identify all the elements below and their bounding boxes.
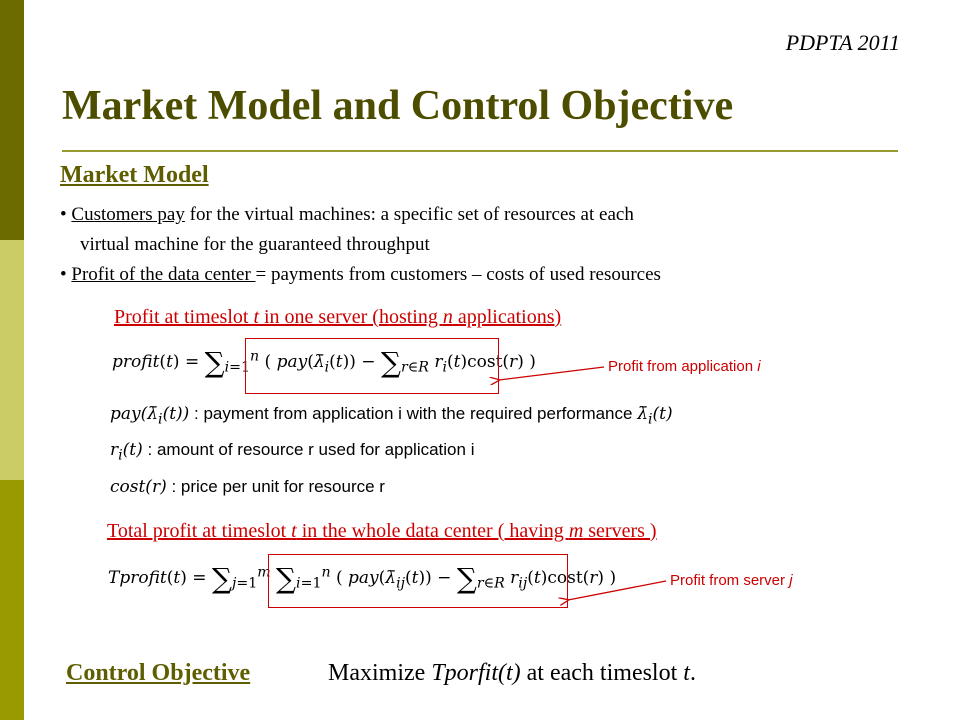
conference-label: PDPTA 2011: [785, 30, 900, 55]
definition-resource-amount: $r_i(t)$ : amount of resource r used for application i: [110, 440, 475, 464]
objective-part: Maximize: [328, 660, 432, 686]
definition-text: : amount of resource r used for application i: [147, 440, 475, 459]
objective-var-tprofit: Tporfit(t): [431, 660, 521, 686]
definition-pay: $pay(\lambdā_i(t))$ : payment from application i with the required performance $\lambdā_i(t)$: [110, 404, 673, 428]
arrow-to-server-profit: [568, 581, 666, 600]
caption-part: in one server (hosting: [259, 306, 443, 328]
caption-part: Total profit at timeslot: [107, 520, 292, 542]
definition-cost: cost(r) : price per unit for resource r: [110, 477, 385, 497]
bullet-customers-pay: • Customers pay for the virtual machines: a specific set of resources at each: [60, 204, 634, 225]
caption-part: applications): [452, 306, 562, 328]
caption-var-m: m: [568, 520, 584, 542]
bullet1-rest: for the virtual machines: a specific set of resources at each: [184, 204, 634, 225]
bullet2-underlined: Profit of the data center: [71, 264, 256, 285]
slide-title: Market Model and Control Objective: [62, 83, 734, 129]
objective-var-t: t: [683, 660, 690, 686]
caption-part: servers ): [583, 520, 657, 542]
bullet-profit-definition: • Profit of the data center = payments from customers – costs of used resources: [60, 264, 661, 285]
control-objective-text: [328, 660, 696, 687]
total-profit-equation: Tprofit(t) = $\sum_{j=1}^m$ $\sum_{i=1}^n$ ( $pay(\lambdā_{ij}(t)) - \sum_{r\in R}$ $r_{ij}(t)\cos t(r)$ ): [108, 562, 617, 595]
market-model-heading: Market Model: [60, 162, 209, 188]
bullet2-rest: = payments from customers – costs of used resources: [255, 264, 661, 285]
annotation-text: Profit from application: [608, 358, 758, 375]
control-objective-heading: Control Objective: [66, 660, 251, 686]
annotation-text: Profit from server: [670, 572, 790, 589]
annotation-var-i: i: [757, 358, 761, 375]
caption-var-n: n: [442, 306, 453, 328]
profit-equation: profit(t) = $\sum_{i=1}^n$ ( $pay(\lambdā_i(t)) - \sum_{r\in R}$ $r_i(t)\cos t(r)$ ): [112, 346, 536, 379]
objective-part: .: [689, 660, 696, 686]
annotation-var-j: j: [789, 572, 793, 589]
definition-text: : price per unit for resource r: [171, 477, 385, 496]
caption-part: Profit at timeslot: [114, 306, 254, 328]
caption-var-t: t: [291, 520, 297, 542]
bullet-customers-pay-continued: virtual machine for the guaranteed throughput: [80, 234, 430, 255]
bullet1-underlined: Customers pay: [71, 204, 185, 225]
caption-part: in the whole data center ( having: [296, 520, 569, 542]
objective-part: at each timeslot: [520, 660, 684, 686]
arrow-to-application-profit: [499, 367, 604, 380]
caption-var-t: t: [253, 306, 259, 328]
definition-text: : payment from application i with the required performance: [194, 404, 633, 423]
